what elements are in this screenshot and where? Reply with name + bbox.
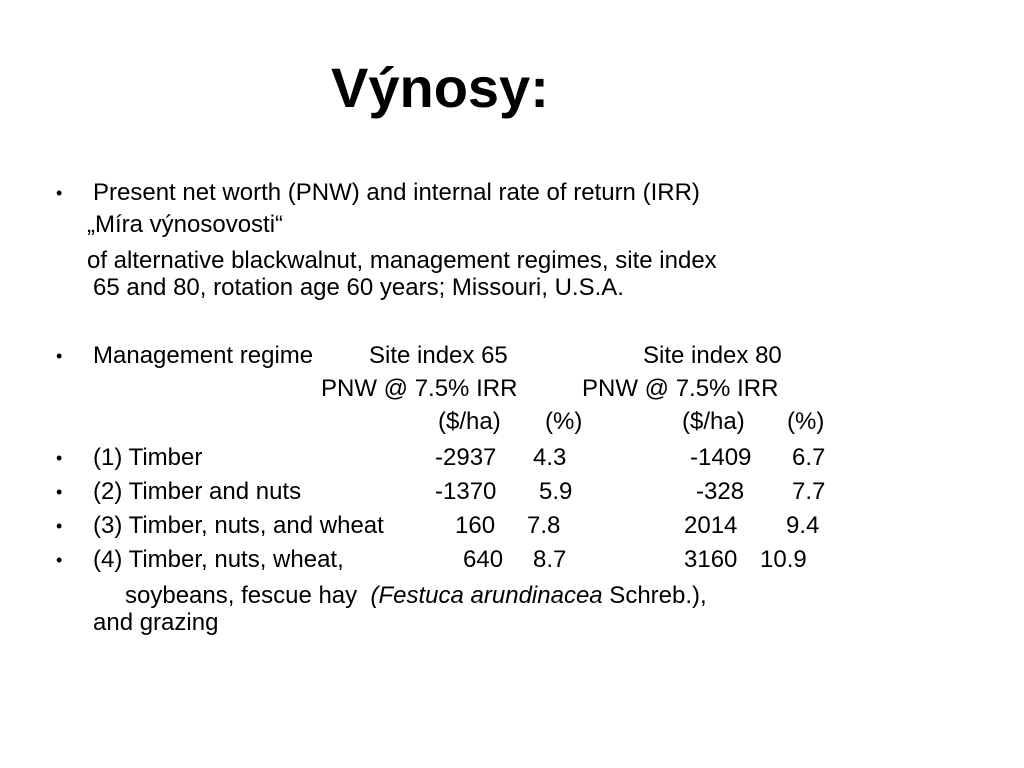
intro-line-2: „Míra výnosovosti“ — [87, 211, 284, 238]
row-3-pnw-65: 160 — [455, 512, 496, 539]
row-4-species-name: (Festuca arundinacea — [370, 582, 603, 609]
row-4-irr-80: 10.9 — [760, 546, 807, 573]
unit-pnw-80: ($/ha) — [682, 408, 745, 435]
row-4-species-author: Schreb.), — [602, 582, 707, 609]
unit-irr-65: (%) — [545, 408, 583, 435]
row-3-irr-80: 9.4 — [786, 512, 820, 539]
unit-irr-80: (%) — [787, 408, 825, 435]
bullet-icon — [56, 449, 62, 467]
row-4-continuation-last: and grazing — [93, 609, 219, 636]
row-3-irr-65: 7.8 — [527, 512, 561, 539]
row-2-regime: (2) Timber and nuts — [93, 478, 302, 505]
row-4-crops: soybeans, fescue hay — [125, 582, 358, 609]
header-management-regime: Management regime — [93, 342, 314, 369]
row-4-pnw-80: 3160 — [684, 546, 738, 573]
bullet-icon — [56, 483, 62, 501]
row-4-irr-65: 8.7 — [533, 546, 567, 573]
row-1-irr-65: 4.3 — [533, 444, 567, 471]
header-site-index-65: Site index 65 — [369, 342, 508, 369]
intro-line-1: Present net worth (PNW) and internal rate of return (IRR) — [93, 179, 700, 206]
row-1-regime: (1) Timber — [93, 444, 203, 471]
row-2-pnw-80: -328 — [696, 478, 745, 505]
row-1-pnw-80: -1409 — [690, 444, 752, 471]
row-3-pnw-80: 2014 — [684, 512, 738, 539]
row-3-regime: (3) Timber, nuts, and wheat — [93, 512, 384, 539]
header-site-index-80: Site index 80 — [643, 342, 782, 369]
row-2-pnw-65: -1370 — [435, 478, 497, 505]
row-2-irr-65: 5.9 — [539, 478, 573, 505]
bullet-icon — [56, 347, 62, 365]
unit-pnw-65: ($/ha) — [438, 408, 501, 435]
header-pnw-80: PNW @ 7.5% IRR — [582, 375, 779, 402]
bullet-icon — [56, 517, 62, 535]
intro-line-3: of alternative blackwalnut, management regimes, site index — [87, 247, 717, 274]
row-1-pnw-65: -2937 — [435, 444, 497, 471]
row-2-irr-80: 7.7 — [792, 478, 826, 505]
row-4-continuation — [125, 584, 707, 608]
slide-title: Výnosy: — [331, 56, 549, 119]
row-4-regime: (4) Timber, nuts, wheat, — [93, 546, 344, 573]
row-4-pnw-65: 640 — [463, 546, 504, 573]
bullet-icon — [56, 184, 62, 202]
bullet-icon — [56, 551, 62, 569]
header-pnw-65: PNW @ 7.5% IRR — [321, 375, 518, 402]
row-1-irr-80: 6.7 — [792, 444, 826, 471]
intro-line-4: 65 and 80, rotation age 60 years; Missouri, U.S.A. — [93, 274, 624, 301]
